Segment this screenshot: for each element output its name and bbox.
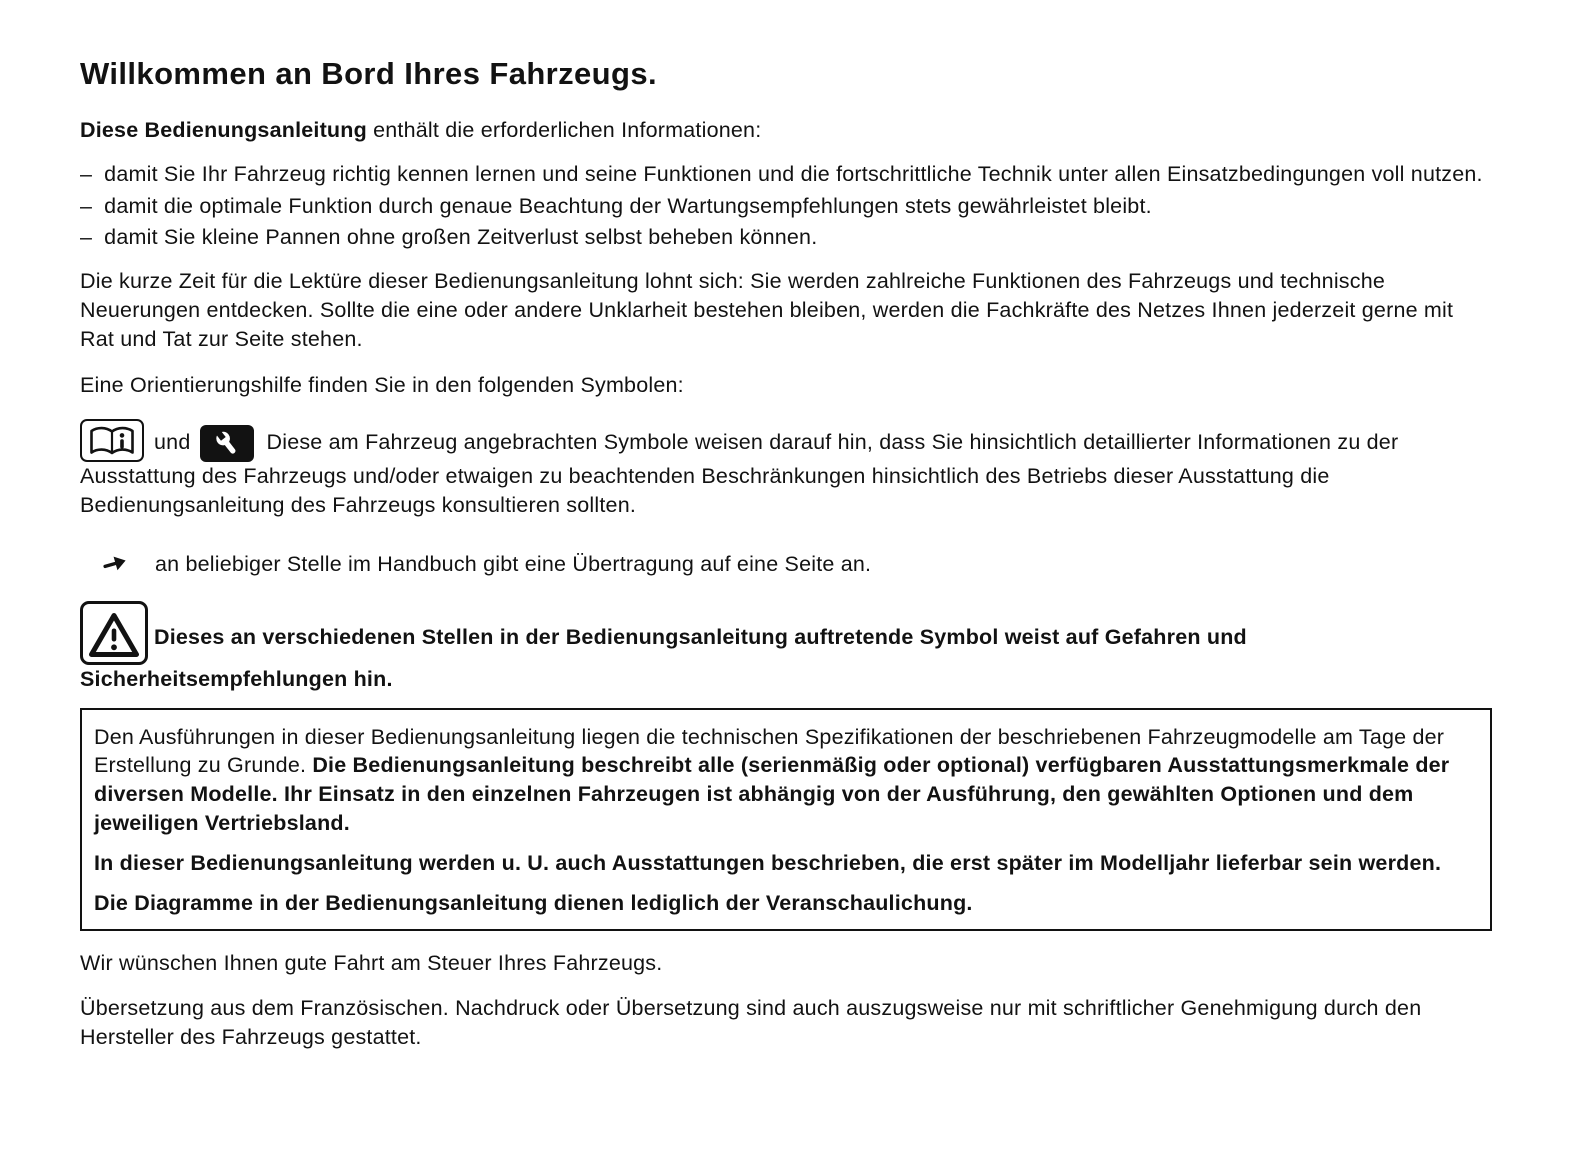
lecture-paragraph: Die kurze Zeit für die Lektüre dieser Bedienungsanleitung lohnt sich: Sie werden zahlreiche Funktionen des Fahrzeugs und technische Neuerungen entdecken. Sollte die eine oder andere Unklarheit bestehen bleiben, werden die Fachkräfte des Netzes Ihnen jederzeit gerne mit Rat und Tat zur Seite stehen. (80, 269, 1454, 351)
intro-paragraph (80, 116, 1492, 145)
notice-paragraph-2: In dieser Bedienungsanleitung werden u. U. auch Ausstattungen beschrieben, die erst später im Modelljahr lieferbar sein werden. (94, 850, 1442, 875)
bullet-list (80, 160, 1492, 252)
notice-paragraph-3: Die Diagramme in der Bedienungsanleitung dienen lediglich der Veranschaulichung. (94, 890, 973, 915)
bullet-text: damit Sie kleine Pannen ohne großen Zeitverlust selbst beheben können. (104, 225, 818, 250)
orientation-paragraph: Eine Orientierungshilfe finden Sie in den folgenden Symbolen: (80, 372, 684, 397)
open-book-icon (80, 419, 144, 462)
bullet-dash: – (80, 225, 93, 250)
warning-paragraph (80, 601, 1492, 694)
closing-paragraph: Wir wünschen Ihnen gute Fahrt am Steuer Ihres Fahrzeugs. (80, 951, 663, 976)
intro-rest-text: enthält die erforderlichen Informationen: (366, 118, 762, 142)
notice-paragraph-1 (94, 723, 1478, 838)
bullet-text: damit die optimale Funktion durch genaue Beachtung der Wartungsempfehlungen stets gewährleistet bleibt. (104, 193, 1152, 218)
intro-bold-text: Diese Bedienungsanleitung (80, 118, 367, 142)
page-title: Willkommen an Bord Ihres Fahrzeugs. (80, 56, 657, 91)
footer-paragraph: Übersetzung aus dem Französischen. Nachdruck oder Übersetzung sind auch auszugsweise nur mit schriftlicher Genehmigung durch den Hersteller des Fahrzeugs gestattet. (80, 996, 1422, 1049)
arrow-right-icon (102, 553, 127, 574)
warning-text: Dieses an verschiedenen Stellen in der Bedienungsanleitung auftretende Symbol weist auf Gefahren und Sicherheitsempfehlungen hin. (80, 624, 1247, 691)
arrow-paragraph (102, 550, 1492, 579)
bullet-dash: – (80, 161, 93, 186)
notice-regular-text: Den Ausführungen in dieser Bedienungsanleitung liegen die technischen Spezifikationen der beschriebenen Fahrzeugmodelle am Tage der Erstellung zu Grunde. (94, 724, 1445, 778)
bullet-text: damit Sie Ihr Fahrzeug richtig kennen lernen und seine Funktionen und die fortschrittliche Technik unter allen Einsatzbedingungen voll nutzen. (104, 161, 1483, 186)
list-item (80, 223, 1492, 252)
symbols-text: Diese am Fahrzeug angebrachten Symbole weisen darauf hin, dass Sie hinsichtlich detaillierter Informationen zu der Ausstattung des Fahrzeugs und/oder etwaigen zu beachtenden Beschränkungen hinsichtlich des Betriebs dieser Ausstattung die Bedienungsanleitung des Fahrzeugs konsultieren sollten. (80, 430, 1399, 518)
bullet-dash: – (80, 193, 93, 218)
warning-triangle-icon (80, 601, 148, 665)
wrench-icon (200, 425, 254, 462)
notice-bold-text: Die Bedienungsanleitung beschreibt alle (serienmäßig oder optional) verfügbaren Ausstattungsmerkmale der diversen Modelle. Ihr Einsatz in den einzelnen Fahrzeugen ist abhängig von der Ausführung, den gewählten Optionen und dem jeweiligen Vertriebsland. (94, 753, 1450, 835)
symbols-paragraph (80, 419, 1492, 520)
list-item (80, 192, 1492, 221)
notice-box (80, 708, 1492, 932)
list-item (80, 160, 1492, 189)
connector-text: und (154, 430, 191, 455)
arrow-text: an beliebiger Stelle im Handbuch gibt eine Übertragung auf eine Seite an. (155, 551, 872, 576)
